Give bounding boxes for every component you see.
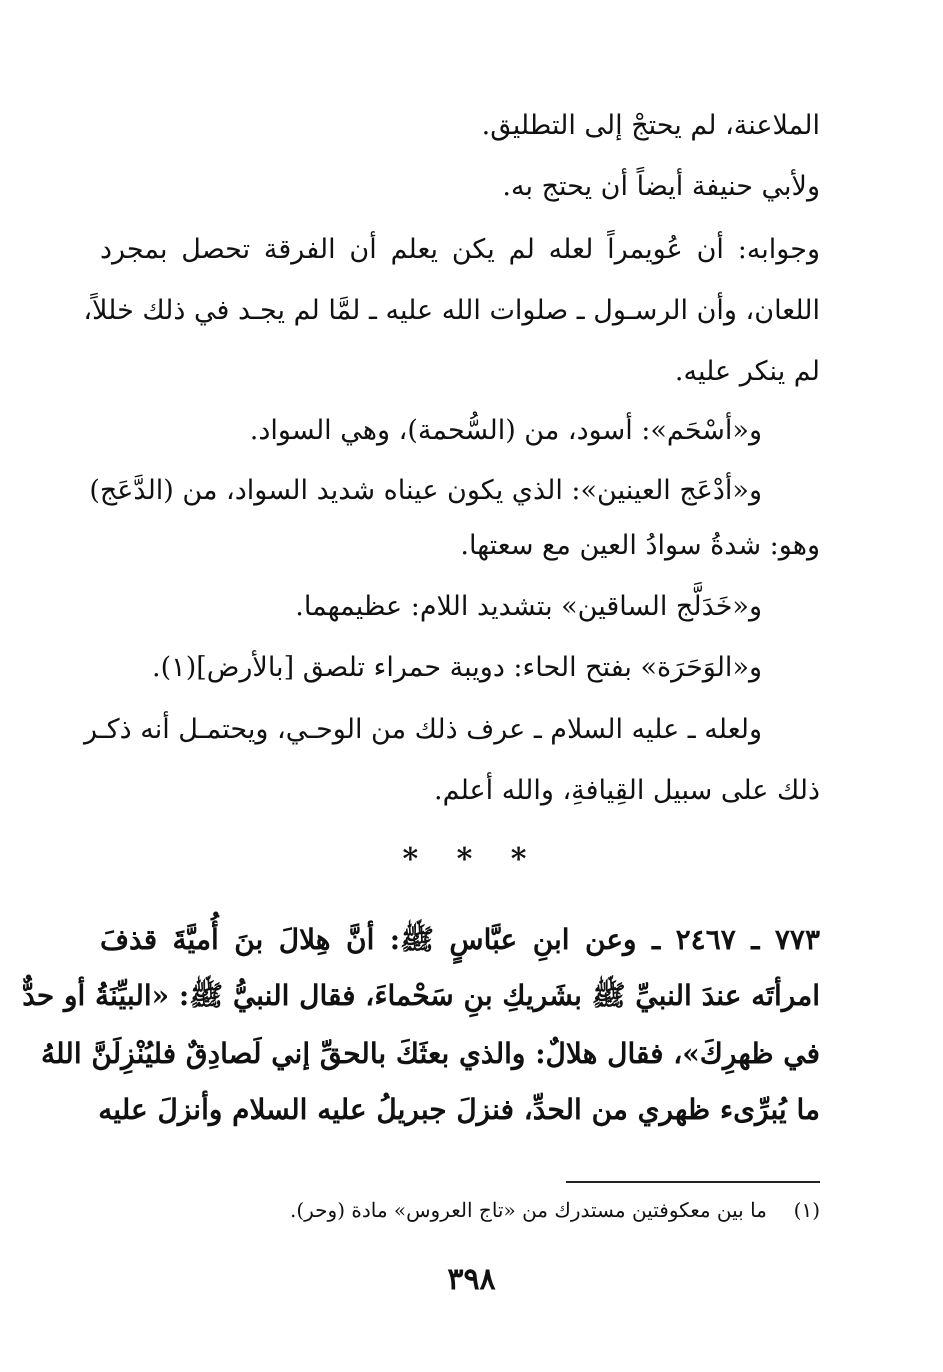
hadith-line: في ظهرِكَ»، فقال هلالٌ: والذي بعثَكَ بالحقِّ إني لَصادِقٌ فليُنْزِلَنَّ اللهُ — [41, 1037, 820, 1070]
body-line: الملاعنة، لم يحتجْ إلى التطليق. — [481, 110, 820, 141]
footnote-marker: (١) — [793, 1198, 820, 1222]
footnote-text: ما بين معكوفتين مستدرك من «تاج العروس» مادة (وحر). — [289, 1198, 767, 1222]
page-number: ٣٩٨ — [447, 1262, 496, 1297]
section-separator: * * * — [402, 842, 541, 877]
body-line: و«الوَحَرَة» بفتح الحاء: دويبة حمراء تلصق [بالأرض](١). — [152, 652, 762, 683]
footnote — [290, 1198, 820, 1222]
body-line: و«أسْحَم»: أسود، من (السُّحمة)، وهي السواد. — [249, 415, 762, 446]
body-line: وجوابه: أن عُويمراً لعله لم يكن يعلم أن الفرقة تحصل بمجرد — [100, 234, 820, 265]
body-line: وهو: شدةُ سوادُ العين مع سعتها. — [460, 530, 820, 561]
body-line: اللعان، وأن الرسـول ـ صلوات الله عليه ـ لمَّا لم يجـد في ذلك خللاً، — [83, 295, 820, 326]
body-line: و«أدْعَج العينين»: الذي يكون عيناه شديد السواد، من (الدَّعَج) — [89, 475, 762, 506]
hadith-line: ٧٧٣ ـ ٢٤٦٧ ـ وعن ابنِ عبَّاسٍ ﷺ: أنَّ هِلالَ بنَ أُميَّةَ قذفَ — [100, 923, 820, 956]
hadith-line: ما يُبرِّىء ظهري من الحدِّ، فنزلَ جبريلُ عليه السلام وأنزلَ عليه — [98, 1093, 820, 1126]
body-line: ذلك على سبيل القِيافةِ، والله أعلم. — [434, 775, 820, 806]
hadith-line: امرأتَه عندَ النبيِّ ﷺ بشَريكِ بنِ سَحْماءَ، فقال النبيُّ ﷺ: «البيِّنَةُ أو حدٌّ — [22, 979, 820, 1012]
body-line: و«خَدَلَّج الساقين» بتشديد اللام: عظيمهما. — [295, 591, 762, 622]
body-line: ولعله ـ عليه السلام ـ عرف ذلك من الوحـي، ويحتمـل أنه ذكـر — [83, 714, 762, 745]
body-line: لم ينكر عليه. — [674, 356, 820, 387]
footnote-divider — [566, 1181, 820, 1183]
body-text — [83, 98, 820, 818]
body-line: ولأبي حنيفة أيضاً أن يحتج به. — [502, 171, 820, 202]
hadith-text — [22, 912, 820, 1152]
